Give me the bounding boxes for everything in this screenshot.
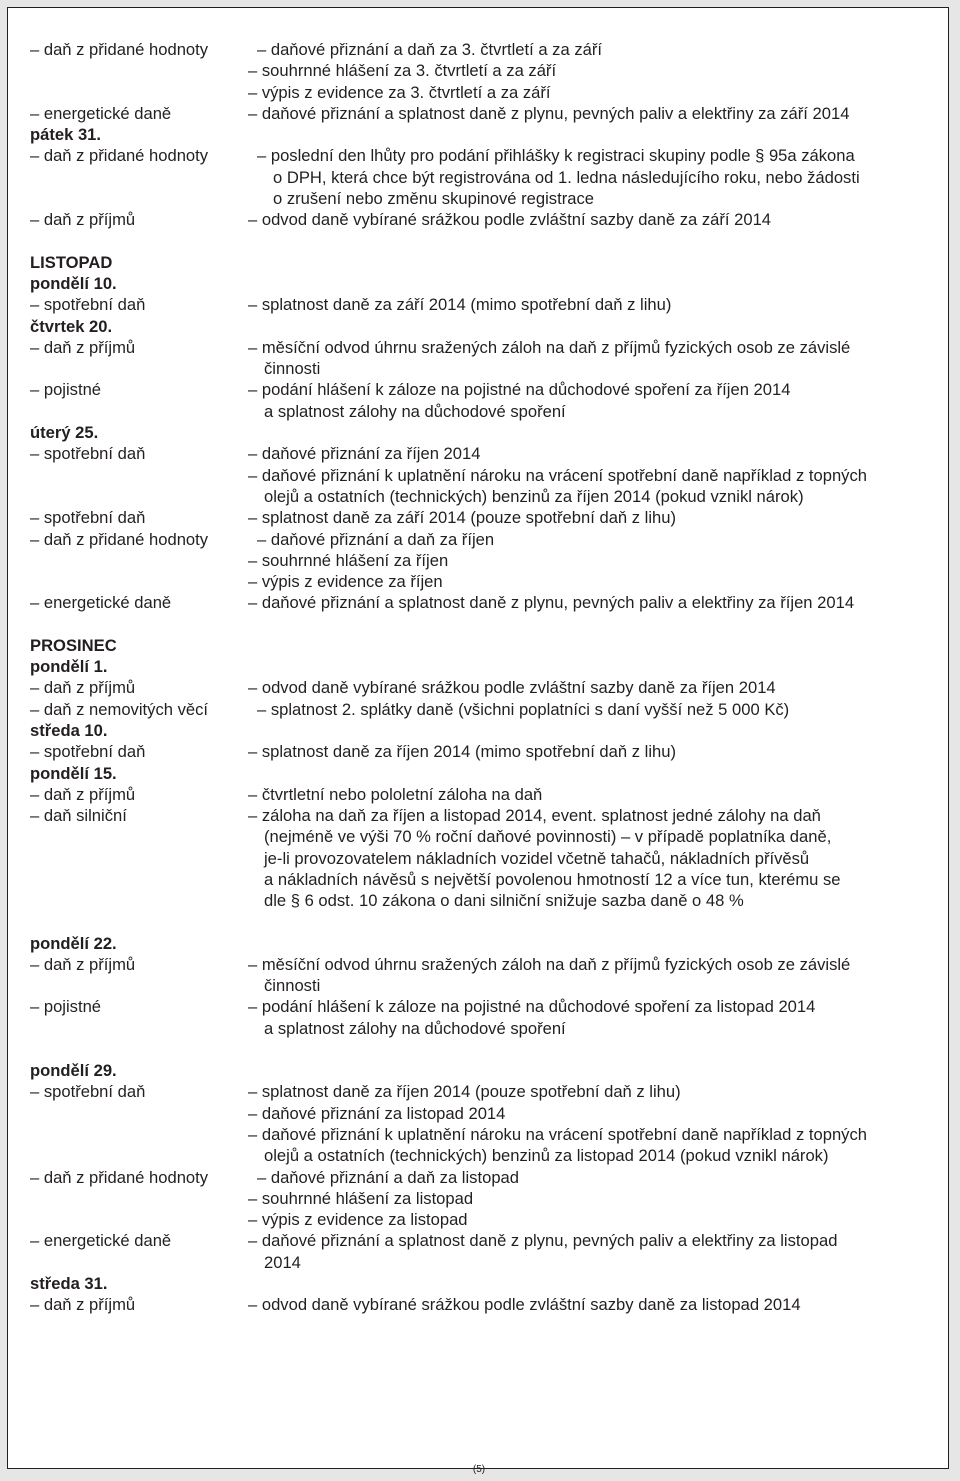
tax-category: – daň z přidané hodnoty [30, 146, 209, 166]
tax-category: – daň silniční [30, 806, 127, 826]
tax-category: – pojistné [30, 997, 102, 1017]
entry-group [30, 1294, 940, 1315]
entry-group [30, 677, 940, 720]
description-line: a splatnost zálohy na důchodové spoření [264, 401, 566, 421]
description-line: – splatnost daně za září 2014 (pouze spotřební daň z lihu) [248, 508, 677, 528]
description-line: o zrušení nebo změnu skupinové registrace [273, 189, 594, 209]
tax-category: – spotřební daň [30, 742, 146, 762]
entry-group [30, 337, 940, 422]
obligation-description [248, 337, 940, 380]
calendar-entry [30, 1167, 940, 1188]
calendar-entry [30, 550, 940, 571]
tax-category: – energetické daně [30, 103, 172, 123]
description-line: olejů a ostatních (technických) benzinů za listopad 2014 (pokud vznikl nárok) [264, 1146, 829, 1166]
description-line: – daňové přiznání k uplatnění nároku na vrácení spotřební daně například z topných [248, 465, 867, 485]
entry-group [30, 784, 940, 912]
obligation-description [248, 677, 940, 698]
calendar-entry [30, 741, 940, 762]
calendar-entry [30, 209, 940, 230]
day-heading: středa 31. [30, 1274, 108, 1294]
obligation-description [248, 784, 940, 805]
tax-category: – spotřební daň [30, 508, 146, 528]
obligation-description [248, 1230, 940, 1273]
day-heading: čtvrtek 20. [30, 316, 113, 336]
tax-category: – daň z příjmů [30, 210, 136, 230]
description-line: – poslední den lhůty pro podání přihlášky k registraci skupiny podle § 95a zákona [257, 146, 855, 166]
description-line: – odvod daně vybírané srážkou podle zvláštní sazby daně za září 2014 [248, 210, 772, 230]
description-line: – podání hlášení k záloze na pojistné na důchodové spoření za listopad 2014 [248, 997, 816, 1017]
obligation-description [248, 996, 940, 1039]
obligation-description [248, 209, 940, 230]
entry-group [30, 294, 940, 315]
obligation-description [257, 529, 940, 550]
obligation-description [248, 741, 940, 762]
obligation-description [257, 699, 940, 720]
day-heading: pondělí 1. [30, 657, 108, 677]
calendar-entry [30, 337, 940, 380]
description-line: 2014 [264, 1252, 301, 1272]
calendar-entry [30, 805, 940, 911]
description-line: – daňové přiznání a splatnost daně z plynu, pevných paliv a elektřiny za říjen 2014 [248, 593, 855, 613]
calendar-entry [30, 996, 940, 1039]
calendar-entry [30, 39, 940, 60]
day-heading: pondělí 29. [30, 1061, 117, 1081]
description-line: – splatnost daně za září 2014 (mimo spotřební daň z lihu) [248, 295, 672, 315]
obligation-description [248, 1209, 940, 1230]
description-line: – souhrnné hlášení za říjen [248, 550, 449, 570]
description-line: – daňové přiznání a daň za říjen [257, 529, 495, 549]
day-heading: pondělí 15. [30, 763, 117, 783]
obligation-description [248, 1103, 940, 1124]
entry-group [30, 954, 940, 1039]
description-line: o DPH, která chce být registrována od 1. ledna následujícího roku, nebo žádosti [273, 167, 860, 187]
day-heading: úterý 25. [30, 423, 99, 443]
description-line: činnosti [264, 976, 321, 996]
obligation-description [248, 379, 940, 422]
tax-category: – daň z příjmů [30, 784, 136, 804]
calendar-entry [30, 1294, 940, 1315]
calendar-entry [30, 1230, 940, 1273]
calendar-entry [30, 1188, 940, 1209]
description-line: – daňové přiznání a daň za 3. čtvrtletí a za září [257, 40, 602, 59]
obligation-description [248, 507, 940, 528]
entry-group [30, 39, 940, 124]
obligation-description [248, 805, 940, 911]
calendar-entry [30, 571, 940, 592]
calendar-entry [30, 82, 940, 103]
obligation-description [248, 60, 940, 81]
entry-group [30, 443, 940, 613]
tax-category: – daň z nemovitých věcí [30, 699, 209, 719]
page-number: (5) [472, 1464, 486, 1475]
description-line: – daňové přiznání a splatnost daně z plynu, pevných paliv a elektřiny za listopad [248, 1231, 838, 1251]
description-line: – daňové přiznání a daň za listopad [257, 1167, 519, 1187]
description-line: je-li provozovatelem nákladních vozidel včetně tahačů, nákladních přívěsů [264, 848, 810, 868]
calendar-entry [30, 443, 940, 464]
description-line: dle § 6 odst. 10 zákona o dani silniční snižuje sazba daně o 48 % [264, 891, 744, 911]
description-line: – výpis z evidence za říjen [248, 572, 443, 592]
calendar-entry [30, 784, 940, 805]
tax-category: – pojistné [30, 380, 102, 400]
calendar-entry [30, 379, 940, 422]
obligation-description [248, 1188, 940, 1209]
description-line: – odvod daně vybírané srážkou podle zvláštní sazby daně za listopad 2014 [248, 1295, 801, 1315]
description-line: – podání hlášení k záloze na pojistné na důchodové spoření za říjen 2014 [248, 380, 791, 400]
tax-category: – spotřební daň [30, 444, 146, 464]
entry-group [30, 1081, 940, 1273]
obligation-description [248, 571, 940, 592]
tax-category: – spotřební daň [30, 1082, 146, 1102]
calendar-entry [30, 507, 940, 528]
obligation-description [248, 592, 940, 613]
description-line: a nákladních návěsů s největší povolenou hmotností 12 a více tun, kterému se [264, 869, 841, 889]
calendar-entry [30, 1081, 940, 1102]
description-line: – výpis z evidence za listopad [248, 1210, 468, 1230]
calendar-entry [30, 1124, 940, 1167]
obligation-description [248, 954, 940, 997]
tax-category: – daň z příjmů [30, 954, 136, 974]
calendar-entry [30, 1103, 940, 1124]
description-line: – daňové přiznání a splatnost daně z plynu, pevných paliv a elektřiny za září 2014 [248, 103, 850, 123]
day-heading: pondělí 10. [30, 273, 117, 293]
obligation-description [248, 443, 940, 464]
tax-category: – daň z příjmů [30, 1295, 136, 1315]
tax-category: – daň z přidané hodnoty [30, 529, 209, 549]
calendar-entry [30, 677, 940, 698]
obligation-description [257, 145, 940, 209]
calendar-entry [30, 103, 940, 124]
obligation-description [248, 103, 940, 124]
tax-category: – daň z příjmů [30, 337, 136, 357]
description-line: a splatnost zálohy na důchodové spoření [264, 1018, 566, 1038]
tax-calendar [30, 39, 940, 1316]
day-heading: středa 10. [30, 720, 108, 740]
description-line: (nejméně ve výši 70 % roční daňové povinnosti) – v případě poplatníka daně, [264, 827, 832, 847]
calendar-entry [30, 145, 940, 209]
description-line: – záloha na daň za říjen a listopad 2014, event. splatnost jedné zálohy na daň [248, 806, 821, 826]
description-line: – splatnost daně za říjen 2014 (mimo spotřební daň z lihu) [248, 742, 676, 762]
obligation-description [248, 294, 940, 315]
tax-category: – spotřební daň [30, 295, 146, 315]
calendar-entry [30, 529, 940, 550]
tax-category: – energetické daně [30, 593, 172, 613]
obligation-description [248, 1081, 940, 1102]
description-line: – splatnost 2. splátky daně (všichni poplatníci s daní vyšší než 5 000 Kč) [257, 699, 790, 719]
obligation-description [257, 1167, 940, 1188]
description-line: – čtvrtletní nebo pololetní záloha na daň [248, 784, 543, 804]
obligation-description [248, 465, 940, 508]
description-line: – souhrnné hlášení za listopad [248, 1188, 474, 1208]
tax-category: – daň z přidané hodnoty [30, 1167, 209, 1187]
tax-category: – daň z přidané hodnoty [30, 40, 209, 59]
obligation-description [248, 82, 940, 103]
description-line: – měsíční odvod úhrnu sražených záloh na daň z příjmů fyzických osob ze závislé [248, 337, 851, 357]
obligation-description [248, 550, 940, 571]
calendar-entry [30, 699, 940, 720]
obligation-description [248, 1294, 940, 1315]
description-line: – měsíční odvod úhrnu sražených záloh na daň z příjmů fyzických osob ze závislé [248, 954, 851, 974]
obligation-description [248, 1124, 940, 1167]
calendar-entry [30, 294, 940, 315]
description-line: – výpis z evidence za 3. čtvrtletí a za září [248, 82, 551, 102]
page-frame [7, 7, 949, 1475]
description-line: olejů a ostatních (technických) benzinů za říjen 2014 (pokud vznikl nárok) [264, 486, 804, 506]
tax-category: – daň z příjmů [30, 678, 136, 698]
description-line: činnosti [264, 359, 321, 379]
calendar-entry [30, 465, 940, 508]
month-heading: PROSINEC [30, 635, 117, 655]
description-line: – odvod daně vybírané srážkou podle zvláštní sazby daně za říjen 2014 [248, 678, 776, 698]
month-heading: LISTOPAD [30, 252, 113, 272]
description-line: – splatnost daně za říjen 2014 (pouze spotřební daň z lihu) [248, 1082, 681, 1102]
description-line: – souhrnné hlášení za 3. čtvrtletí a za září [248, 61, 557, 81]
description-line: – daňové přiznání k uplatnění nároku na vrácení spotřební daně například z topných [248, 1124, 867, 1144]
description-line: – daňové přiznání za listopad 2014 [248, 1103, 506, 1123]
calendar-entry [30, 1209, 940, 1230]
calendar-entry [30, 60, 940, 81]
entry-group [30, 741, 940, 762]
calendar-entry [30, 954, 940, 997]
obligation-description [257, 39, 940, 60]
tax-category: – energetické daně [30, 1231, 172, 1251]
day-heading: pondělí 22. [30, 933, 117, 953]
day-heading: pátek 31. [30, 125, 102, 145]
entry-group [30, 145, 940, 230]
description-line: – daňové přiznání za říjen 2014 [248, 444, 481, 464]
calendar-entry [30, 592, 940, 613]
